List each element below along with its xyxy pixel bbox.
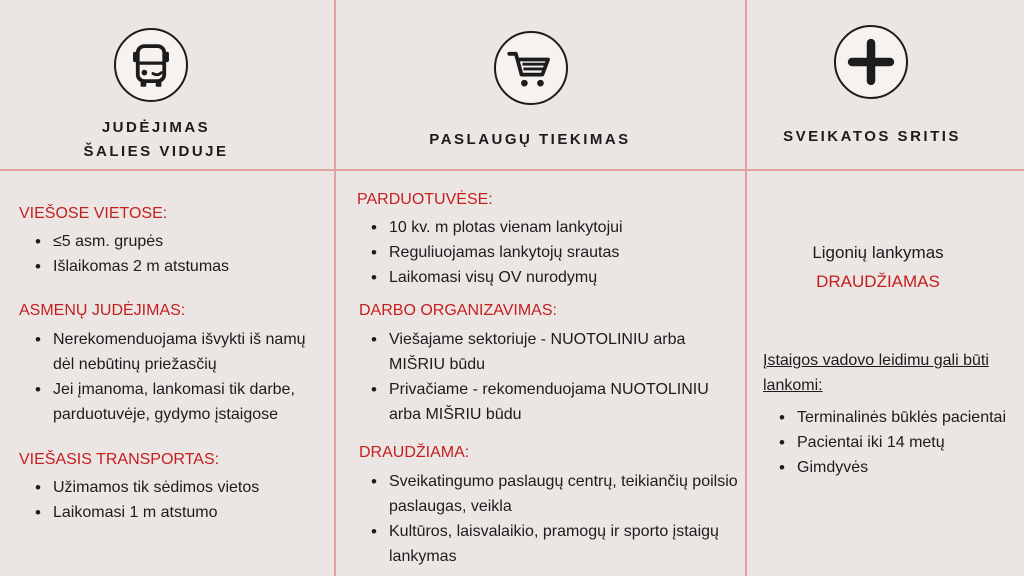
header-line-1: PASLAUGŲ TIEKIMAS	[429, 131, 631, 148]
column-header-movement	[40, 116, 272, 164]
section-title-public-transport: VIEŠASIS TRANSPORTAS:	[19, 451, 220, 468]
bus-icon	[114, 28, 188, 102]
list-work-organization	[355, 327, 740, 427]
list-item: • Išlaikomas 2 m atstumas	[19, 254, 329, 279]
list-item: • ≤5 asm. grupės	[19, 229, 329, 254]
section-title-prohibited: DRAUDŽIAMA:	[359, 444, 470, 461]
divider-left	[334, 0, 336, 576]
section-title-personal-movement: ASMENŲ JUDĖJIMAS:	[19, 302, 186, 319]
divider-horizontal	[0, 169, 1024, 171]
list-item: • Sveikatingumo paslaugų centrų, teikiančių poilsio paslaugas, veikla	[355, 469, 740, 519]
list-shops	[355, 215, 740, 290]
list-public-places	[19, 229, 329, 279]
list-item: • Terminalinės būklės pacientai	[763, 405, 1013, 430]
patient-visits	[760, 238, 996, 296]
list-item: • 10 kv. m plotas vienam lankytojui	[355, 215, 740, 240]
visits-label: Ligonių lankymas	[812, 243, 944, 262]
list-item: • Nerekomenduojama išvykti iš namų dėl nebūtinų priežasčių	[19, 327, 329, 377]
column-header-services	[400, 128, 660, 152]
header-line-1: JUDĖJIMAS	[101, 119, 211, 136]
list-item: • Užimamos tik sėdimos vietos	[19, 475, 329, 500]
list-personal-movement	[19, 327, 329, 427]
list-prohibited	[355, 469, 740, 569]
list-item: • Kultūros, laisvalaikio, pramogų ir sporto įstaigų lankymas	[355, 519, 740, 569]
visits-status: DRAUDŽIAMAS	[816, 272, 940, 291]
header-line-2: ŠALIES VIDUJE	[83, 143, 229, 160]
column-header-health	[760, 125, 984, 149]
list-item: • Laikomasi visų OV nurodymų	[355, 265, 740, 290]
list-item: • Viešajame sektoriuje - NUOTOLINIU arba MIŠRIU būdu	[355, 327, 740, 377]
divider-right	[745, 0, 747, 576]
list-item: • Jei įmanoma, lankomasi tik darbe, parduotuvėje, gydymo įstaigose	[19, 377, 329, 427]
list-public-transport	[19, 475, 329, 525]
plus-icon	[834, 25, 908, 99]
list-allowed-visitors	[763, 405, 1013, 480]
shopping-cart-icon	[494, 31, 568, 105]
section-title-work-organization: DARBO ORGANIZAVIMAS:	[359, 302, 557, 319]
section-title-shops: PARDUOTUVĖSE:	[357, 191, 493, 208]
section-title-public-places: VIEŠOSE VIETOSE:	[19, 205, 168, 222]
list-item: • Laikomasi 1 m atstumo	[19, 500, 329, 525]
list-item: • Reguliuojamas lankytojų srautas	[355, 240, 740, 265]
list-item: • Privačiame - rekomenduojama NUOTOLINIU arba MIŠRIU būdu	[355, 377, 740, 427]
header-line-1: SVEIKATOS SRITIS	[783, 128, 961, 145]
exception-title: Įstaigos vadovo leidimu gali būti lankomi:	[763, 352, 989, 394]
list-item: • Pacientai iki 14 metų	[763, 430, 1013, 455]
list-item: • Gimdyvės	[763, 455, 1013, 480]
